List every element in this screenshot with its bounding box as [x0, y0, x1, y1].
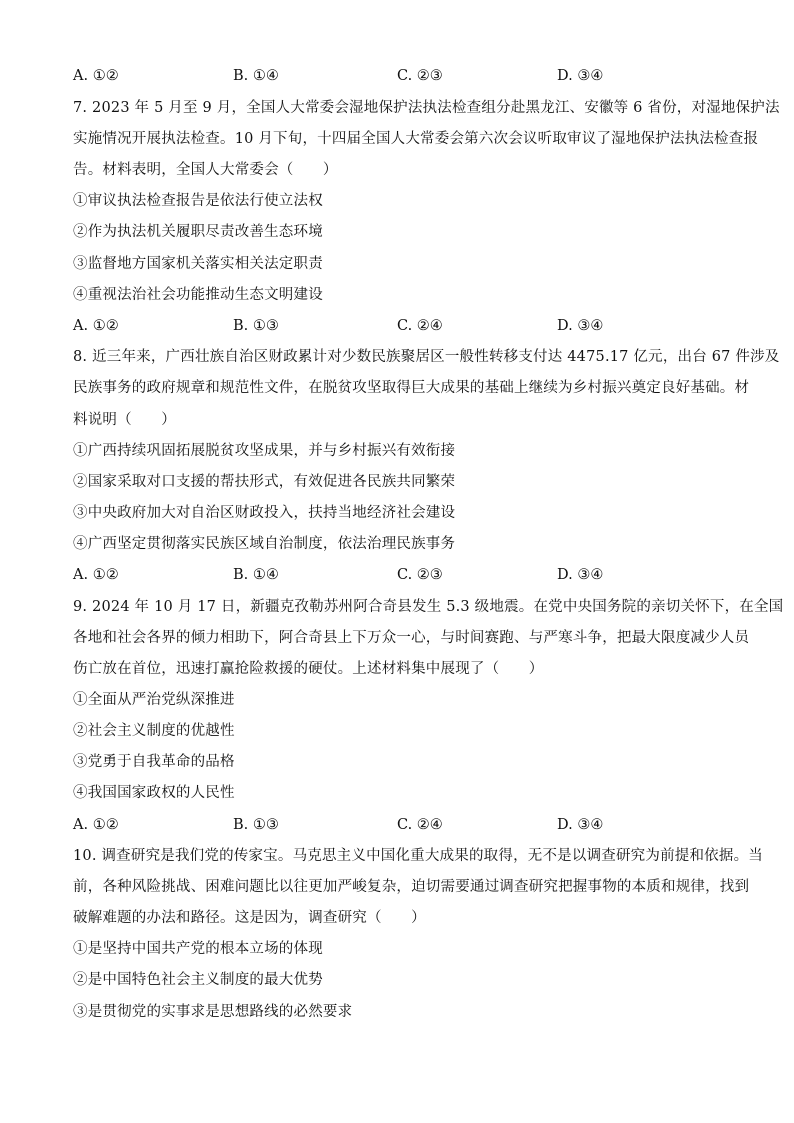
q6-option-a[interactable]: A. ①② [73, 68, 119, 84]
q10-stem-line-1: 10. 调查研究是我们党的传家宝。马克思主义中国化重大成果的取得，无不是以调查研究为前提和依据。当 [73, 848, 763, 864]
q10-stem-line-3: 破解难题的办法和路径。这是因为，调查研究（ ） [73, 910, 426, 926]
q10-choice-3: ③是贯彻党的实事求是思想路线的必然要求 [73, 1004, 353, 1020]
q7-choice-4: ④重视法治社会功能推动生态文明建设 [73, 287, 323, 303]
q8-choice-2: ②国家采取对口支援的帮扶形式，有效促进各民族共同繁荣 [73, 474, 456, 490]
q9-option-c[interactable]: C. ②④ [397, 817, 443, 833]
q10-stem-line-2: 前，各种风险挑战、困难问题比以往更加严峻复杂，迫切需要通过调查研究把握事物的本质和规律，找到 [73, 879, 750, 895]
q8-option-a[interactable]: A. ①② [73, 567, 119, 583]
q8-stem-line-3: 料说明（ ） [73, 412, 176, 428]
q9-option-b[interactable]: B. ①③ [233, 817, 279, 833]
q7-option-d[interactable]: D. ③④ [557, 318, 604, 334]
q8-choice-1: ①广西持续巩固拓展脱贫攻坚成果，并与乡村振兴有效衔接 [73, 443, 456, 459]
q8-option-d[interactable]: D. ③④ [557, 567, 604, 583]
q9-stem-line-1: 9. 2024 年 10 月 17 日，新疆克孜勒苏州阿合奇县发生 5.3 级地震。在党中央国务院的亲切关怀下，在全国 [73, 599, 784, 615]
q7-stem-line-1: 7. 2023 年 5 月至 9 月，全国人大常委会湿地保护法执法检查组分赴黑龙江、安徽等 6 省份，对湿地保护法 [73, 100, 780, 116]
q7-option-c[interactable]: C. ②④ [397, 318, 443, 334]
q9-choice-1: ①全面从严治党纵深推进 [73, 692, 235, 708]
q7-option-b[interactable]: B. ①③ [233, 318, 279, 334]
q9-choice-4: ④我国国家政权的人民性 [73, 785, 235, 801]
q7-choice-2: ②作为执法机关履职尽责改善生态环境 [73, 224, 323, 240]
q7-choice-3: ③监督地方国家机关落实相关法定职责 [73, 256, 323, 272]
q8-stem-line-1: 8. 近三年来，广西壮族自治区财政累计对少数民族聚居区一般性转移支付达 4475.17 亿元，出台 67 件涉及 [73, 349, 780, 365]
q8-stem-line-2: 民族事务的政府规章和规范性文件，在脱贫攻坚取得巨大成果的基础上继续为乡村振兴奠定良好基础。材 [73, 380, 750, 396]
q9-stem-line-3: 伤亡放在首位，迅速打赢抢险救援的硬仗。上述材料集中展现了（ ） [73, 661, 544, 677]
q7-option-a[interactable]: A. ①② [73, 318, 119, 334]
q8-choice-3: ③中央政府加大对自治区财政投入，扶持当地经济社会建设 [73, 505, 456, 521]
q9-option-d[interactable]: D. ③④ [557, 817, 604, 833]
q8-option-c[interactable]: C. ②③ [397, 567, 443, 583]
q7-stem-line-2: 实施情况开展执法检查。10 月下旬，十四届全国人大常委会第六次会议听取审议了湿地保护法执法检查报 [73, 131, 759, 147]
q7-stem-line-3: 告。材料表明，全国人大常委会（ ） [73, 162, 338, 178]
q6-option-d[interactable]: D. ③④ [557, 68, 604, 84]
q6-option-b[interactable]: B. ①④ [233, 68, 279, 84]
q9-choice-2: ②社会主义制度的优越性 [73, 723, 235, 739]
q9-choice-3: ③党勇于自我革命的品格 [73, 754, 235, 770]
q8-option-b[interactable]: B. ①④ [233, 567, 279, 583]
q6-option-c[interactable]: C. ②③ [397, 68, 443, 84]
q8-choice-4: ④广西坚定贯彻落实民族区域自治制度，依法治理民族事务 [73, 536, 456, 552]
q10-choice-1: ①是坚持中国共产党的根本立场的体现 [73, 941, 323, 957]
q9-option-a[interactable]: A. ①② [73, 817, 119, 833]
q9-stem-line-2: 各地和社会各界的倾力相助下，阿合奇县上下万众一心，与时间赛跑、与严寒斗争，把最大限度减少人员 [73, 630, 750, 646]
q7-choice-1: ①审议执法检查报告是依法行使立法权 [73, 193, 323, 209]
q10-choice-2: ②是中国特色社会主义制度的最大优势 [73, 972, 323, 988]
